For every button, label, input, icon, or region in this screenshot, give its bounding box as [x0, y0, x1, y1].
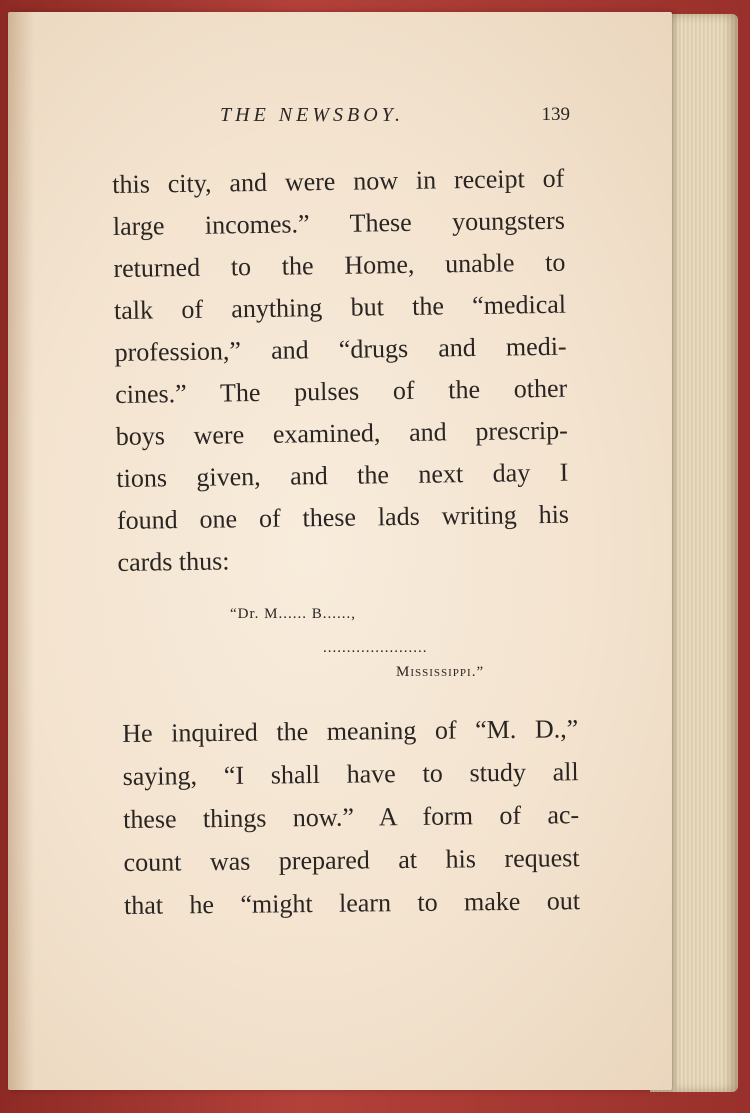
text-line: talk of anything but the “medical — [113, 289, 567, 325]
text-line: saying, “I shall have to study all — [122, 757, 579, 791]
card-place-line: Mississippi.” — [396, 664, 485, 680]
text-line: count was prepared at his request — [123, 843, 580, 877]
page-number: 139 — [541, 104, 570, 125]
page-gutter — [8, 12, 34, 1090]
paragraph-1 — [112, 158, 570, 584]
card-dotted-line: ...................... — [323, 640, 428, 656]
text-line: cines.” The pulses of the other — [115, 373, 568, 409]
text-line: this city, and were now in receipt of — [112, 163, 565, 199]
text-line: these things now.” A form of ac- — [122, 800, 580, 834]
text-line: returned to the Home, unable to — [113, 247, 566, 283]
paragraph-2 — [122, 707, 580, 927]
running-title: THE NEWSBOY. — [220, 104, 404, 126]
page-header — [120, 104, 570, 136]
text-line: He inquired the meaning of “M. D.,” — [122, 714, 579, 748]
text-line: tions given, and the next day I — [116, 457, 569, 493]
text-line: found one of these lads writing his — [116, 499, 570, 535]
text-line: that he “might learn to make out — [123, 886, 581, 920]
text-line: boys were examined, and prescrip- — [115, 415, 568, 451]
text-line: profession,” and “drugs and medi- — [114, 331, 567, 367]
text-line: large incomes.” These youngsters — [112, 205, 566, 241]
card-name-line: “Dr. M...... B......, — [230, 606, 356, 622]
text-line: cards thus: — [117, 546, 230, 577]
